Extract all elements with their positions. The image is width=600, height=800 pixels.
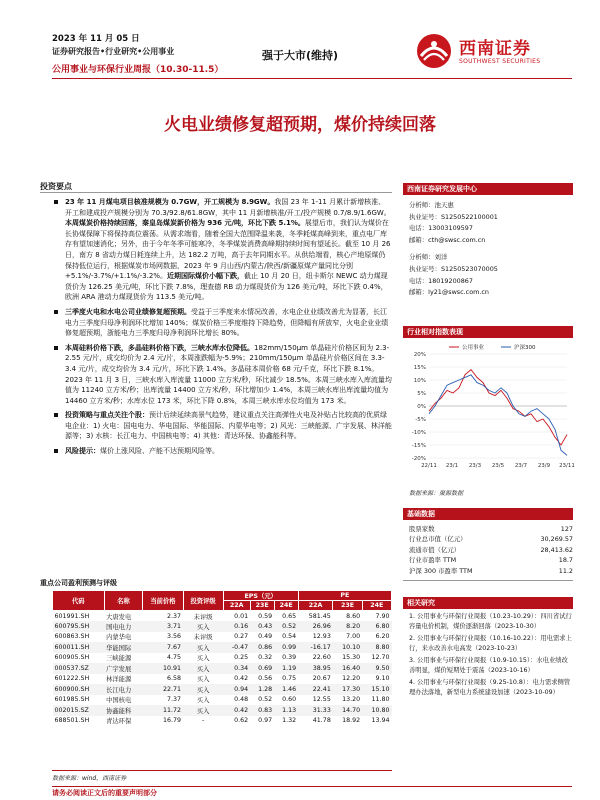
bullet-lead-2: 本周煤炭价格持续回落，秦皇岛煤炭新价格为 936 元/吨，环比下跌 5.1%。 [65,219,305,228]
bullet-lead: 风险提示： [65,447,100,456]
table-cell: 0.60 [282,696,297,704]
related-text: 公用事业与环保行业周报（10.23-10.29）：四川省试行容量电价机制，煤价逐渐回落（2023-10-30） [409,613,572,630]
report-date: 2023 年 11 月 05 日 [52,34,140,44]
table-cell: 华能国际 [104,642,143,653]
table-cell: 0.25 [234,654,249,662]
table-cell: 600863.SH [54,633,90,641]
table-cell: 0.52 [274,621,298,632]
analyst-license: 执业证号：S1250523070005 [409,264,498,273]
y-tick-label: 0% [417,404,426,410]
table-cell: 买入 [183,663,223,674]
table-cell: 国电电力 [104,621,143,632]
table-cell: 10.10 [333,642,362,653]
table-cell: 0.32 [258,654,273,662]
analysts-list [409,200,573,299]
table-cell: 内蒙华电 [106,634,132,642]
analyst-phone: 电话：13003109597 [409,224,473,233]
related-research-heading: 相关研究 [403,597,573,609]
related-item[interactable] [409,656,573,676]
summary-divider [40,192,392,193]
table-cell: 0.16 [223,621,250,632]
table-cell: 0.83 [250,705,274,716]
table-cell: 广宇发展 [104,663,143,674]
table-cell: 买入 [196,676,210,684]
table-cell: 三峡能源 [106,655,132,663]
table-cell: 38.95 [298,663,333,674]
table-cell: 1.28 [250,684,274,695]
table-cell: 600905.SH [54,654,90,662]
table-cell: 12.55 [312,696,331,704]
summary-bullet [40,343,392,407]
summary-bullet [40,197,392,303]
related-item[interactable] [409,634,573,654]
basic-value: 28,413.62 [540,545,573,554]
table-cell: 0.99 [274,642,298,653]
table-cell: 16.40 [333,663,362,674]
table-cell: 17.30 [333,684,362,695]
industry-rating: 强于大市(维持) [262,49,339,62]
table-cell: 0.43 [250,621,274,632]
col-eps: EPS（元） [223,591,298,601]
table-cell: 买入 [183,642,223,653]
table-cell: 000537.SZ [53,663,105,674]
related-text: 公用事业与环保行业周报（9.25-10.8）：电力需求侧管理办法落地，新型电力系统建设加速（2023-10-09） [409,679,571,696]
table-cell: 协鑫能科 [104,705,143,716]
analyst-email[interactable]: 邮箱：ly21@swsc.com.cn [409,288,489,297]
table-cell: 22.71 [143,684,183,695]
table-cell: 3.56 [166,633,182,641]
table-cell: 1.46 [274,684,298,695]
report-title: 火电业绩修复超预期，煤价持续回落 [164,115,436,135]
summary-heading: 投资要点 [40,182,72,191]
table-cell: - [201,717,205,725]
table-cell: 600795.SH [53,621,105,632]
table-cell: 0.42 [223,705,250,716]
analyst-phone: 电话：18019200867 [409,276,473,285]
series-line-csi300 [429,375,567,456]
table-cell: -0.47 [223,642,250,653]
basic-label: 行业市盈率 TTM [409,556,457,565]
table-cell: 12.93 [312,633,331,641]
col-year: 22A [223,601,250,611]
basic-data-divider [403,580,573,581]
col-name: 名称 [104,591,143,611]
table-row [53,653,392,664]
report-series: 证券研究报告•行业研究•公用事业 [52,47,175,56]
related-text: 公用事业与环保行业周报（10.9-10.15）：水电业绩改善明显，煤价短期处于震荡（2023-10-16） [409,657,568,674]
table-row [53,716,392,727]
y-tick-label: 15% [413,365,426,371]
table-cell: 买入 [183,684,223,695]
table-cell: 2.37 [166,612,182,620]
table-cell: 6.58 [166,675,182,683]
basic-label: 沪深 300 市盈率 TTM [409,566,473,575]
table-cell: 688501.SH [54,717,90,725]
company-logo [415,30,565,72]
series-line-utilities [429,370,567,445]
table-bottom-rule [52,770,392,771]
table-cell: 0.39 [282,654,297,662]
table-cell: 买入 [183,705,223,716]
related-text: 公用事业与环保行业周报（10.16-10.22）：用电需求上行，来水改善水电高发（2023-10-23） [409,635,572,652]
table-cell: 9.50 [362,663,391,674]
table-cell: 未评级 [193,613,213,621]
basic-value: 11.2 [558,566,573,575]
table-row [53,621,392,632]
table-cell: 7.37 [166,696,182,704]
basic-data-heading: 基础数据 [403,508,573,520]
table-cell: 0.56 [258,675,273,683]
table-cell: 12.20 [342,675,361,683]
table-cell: 14.70 [333,705,362,716]
table-row [53,632,392,643]
y-tick-label: 10% [413,378,426,384]
table-cell: 0.27 [234,633,249,641]
table-cell: 长江电力 [104,684,143,695]
table-cell: 林洋能源 [106,676,132,684]
table-cell: 16.79 [162,717,182,725]
related-num: 2. [409,635,416,642]
table-cell: 0.48 [234,696,249,704]
table-cell: 青达环保 [106,718,132,726]
basic-label: 流通市值（亿元） [409,545,461,554]
related-num: 1. [409,613,416,620]
table-cell: 7.67 [143,642,183,653]
table-cell: 0.59 [258,612,273,620]
col-year: 22A [298,601,333,611]
col-code: 代码 [53,591,105,611]
table-cell: 8.20 [333,621,362,632]
basic-label: 行业总市值（亿元） [409,535,467,544]
table-cell: 1.13 [274,705,298,716]
col-price: 当前价格 [143,591,183,611]
stock-table-title: 重点公司盈利预测与评级 [40,579,117,587]
table-cell: 8.80 [362,642,391,653]
table-cell: 3.71 [143,621,183,632]
analyst-name: 分析师：刘洋 [409,253,448,262]
logo-text-en: SOUTHWEST SECURITIES [459,58,541,65]
table-cell: 0.65 [282,612,297,620]
bullet-text: 预计后续延续高景气趋势，建议重点关注高弹性火电及补贴占比较高的优质绿电企业：1) 火电：国电电力、华电国际、华能国际、内蒙华电等；2) 风光：三峡能源、广宇发展、林洋能源等；3) 水核：长江电力、中国核电等；4) 其他：青达环保、协鑫能科等。 [65,411,392,441]
table-cell: 20.67 [312,675,331,683]
basic-data-row [409,534,573,544]
related-num: 4. [409,679,416,686]
table-cell: 600011.SH [53,642,105,653]
bullet-text: 煤价上涨风险、产能不达预期风险等。 [100,447,219,456]
legend-label: 公用事业 [462,345,485,351]
table-cell: 15.10 [362,684,391,695]
bullet-lead: 三季度火电和水电公司业绩修复超预期。 [65,307,191,316]
table-row [53,611,392,622]
table-cell: -16.17 [298,642,333,653]
basic-value: 18.7 [558,556,573,565]
y-tick-label: -20% [411,456,426,462]
table-cell: 0.42 [234,675,249,683]
table-cell: 0.75 [282,675,297,683]
table-cell: 31.33 [298,705,333,716]
summary-bullet [40,307,392,339]
table-cell: 买入 [196,697,210,705]
related-num: 3. [409,657,416,664]
bullet-text: 我国 23 年 1-11 月累计新增核准、开工和建成投产规模分别为 70.3/92.8/61.8GW，其中 11 月新增核准/开工/投产规模 0.7/8.9/1.6GW。 [65,198,391,217]
bullet-lead-3: 近期国际煤价小幅下跌， [167,272,244,281]
table-cell: 581.45 [308,612,331,620]
header-divider [52,78,572,79]
table-source: 数据来源：wind，西南证券 [52,775,127,782]
y-tick-label: -10% [411,430,426,436]
table-cell: 1.32 [282,717,297,725]
col-year: 23E [333,601,362,611]
related-research-list [409,612,573,700]
table-cell: 8.60 [346,612,361,620]
related-item[interactable] [409,612,573,632]
table-cell: 0.94 [223,684,250,695]
table-row [53,674,392,685]
table-cell: 12.70 [371,654,390,662]
basic-data-row [409,545,573,555]
chart-heading: 行业相对指数表现 [403,326,573,338]
bullet-lead: 本周硅料价格下跌，多晶硅料价格下跌，三峡水库水位降低。 [65,343,254,352]
table-cell: 22.60 [312,654,331,662]
table-row [53,663,392,674]
basic-data-row [409,524,573,534]
table-cell: 18.92 [342,717,361,725]
stock-forecast-table [52,590,392,726]
table-cell: 11.80 [371,696,390,704]
table-cell: 601991.SH [54,612,90,620]
x-tick-label: 23/5 [491,463,505,469]
related-item[interactable] [409,678,573,698]
table-cell: 0.01 [234,612,249,620]
table-cell: 13.20 [342,696,361,704]
table-cell: 1.19 [274,663,298,674]
table-cell: 26.96 [298,621,333,632]
logo-text-cn: 西南证券 [459,39,531,59]
table-cell: 大唐发电 [106,613,132,621]
y-tick-label: -5% [415,417,426,423]
table-cell: 13.94 [371,717,390,725]
table-cell: 0.69 [250,663,274,674]
table-cell: 0.54 [282,633,297,641]
table-cell: 中国核电 [106,697,132,705]
table-cell: 7.90 [375,612,390,620]
logo-mark-icon [415,32,453,70]
bullet-lead: 23 年 11 月煤电项目核准规模为 0.7GW，开工规模为 8.9GW。 [65,198,275,206]
analyst-license: 执业证号：S1250522100001 [409,212,498,221]
x-tick-label: 23/3 [468,463,482,469]
col-year: 24E [362,601,391,611]
footer-divider [52,786,572,787]
table-cell: 0.62 [234,717,249,725]
table-cell: 未评级 [193,634,213,642]
basic-value: 30,269.57 [540,535,573,544]
relative-index-chart [403,340,573,480]
table-row [53,695,392,706]
basic-label: 股票家数 [409,525,435,533]
footer-disclaimer: 请务必阅读正文后的重要声明部分 [52,789,157,797]
col-rating: 投资评级 [183,591,223,611]
y-tick-label: -15% [411,443,426,449]
basic-data-row [409,555,573,565]
analyst-name: 分析师：池天惠 [409,201,454,209]
table-row [53,684,392,695]
col-year: 24E [274,601,298,611]
legend-label: 沪深300 [514,345,536,351]
table-cell: 6.20 [375,633,390,641]
summary-bullet [40,410,392,442]
table-cell: 9.10 [375,675,390,683]
col-pe: PE [298,591,391,601]
table-cell: 15.30 [342,654,361,662]
y-tick-label: 5% [417,391,426,397]
table-cell: 601222.SH [54,675,90,683]
bullet-text-2: 展望后市，我们认为煤价在长协煤保障下将保持高位震荡。从需求端看，随着全国大范围降温来袭，冬季耗煤高峰到来，重点电厂库存有望加速消化；另外，由于今年冬季可能寒冷，冬季煤炭消费高峰期持续时间有望延长。截至 10 月 26 日，南方 8 省动力煤日耗连续上升，达 182.2 万吨，高于去年同期水平。从供给端看，核心产地原煤仍保持低位运行，根据煤炭市场网数据，2023 年 9 月山西/内蒙古/陕西/新疆原煤产量同比分别+5.1%/-3.7%/+1.1%/-3.2%。 [65,219,391,281]
col-year: 23E [250,601,274,611]
basic-data-row [409,566,573,576]
bullet-text: 受益于三季度来水情况改善，水电企业业绩改善尤为显著，长江电力三季度归母净利润环比增加 140%；煤炭价格三季度维持下降趋势，但降幅有所放窄，火电企业业绩修复超预期，浙能电力三季度归母净利润环比增长 80%。 [65,307,389,338]
table-cell: 买入 [183,621,223,632]
chart-source: 数据来源：聚源数据 [409,490,464,497]
x-tick-label: 23/9 [537,463,551,469]
y-tick-label: 20% [413,352,426,358]
table-cell: 0.97 [258,717,273,725]
basic-data-list [409,524,573,576]
x-tick-label: 22/11 [421,463,437,469]
analysts-heading: 西南证券研究发展中心 [403,183,573,195]
x-tick-label: 23/7 [514,463,528,469]
table-row [53,705,392,716]
basic-value: 127 [560,525,573,533]
table-cell: 002015.SZ [53,705,105,716]
table-cell: 11.72 [143,705,183,716]
x-tick-label: 23/11 [559,463,575,469]
table-cell: 7.00 [346,633,361,641]
table-cell: 10.91 [143,663,183,674]
x-tick-label: 23/1 [445,463,459,469]
table-cell: 4.75 [166,654,182,662]
table-cell: 601985.SH [54,696,90,704]
table-cell: 买入 [196,655,210,663]
bullet-text-3: 截止 10 月 20 日，纽卡斯尔 NEWC 动力煤现货价为 126.25 美元/吨，环比下跌 7.8%，理查德 RB 动力煤现货价为 126 美元/吨，环比下跌 0.4%，欧洲 ARA 港动力煤现货价为 113.5 美元/吨。 [65,272,388,302]
table-cell: 0.34 [223,663,250,674]
analyst-email[interactable]: 邮箱：cth@swsc.com.cn [409,235,486,244]
table-row [53,642,392,653]
table-cell: 0.49 [258,633,273,641]
bullet-text: 182mm/150μm 单晶硅片价格区间为 2.3-2.55 元/片，成交均价为 2.4 元/片，本周涨跌幅为-5.9%；210mm/150μm 单晶硅片价格区间在 3.3-3.4 元/片，成交均价为 3.4 元/片，环比下跌 1.4%。多晶硅本周价格 68 元/千克，环比下跌 8.1%。2023 年 11 月 3 日，三峡水库入库流量 11000 立方米/秒，环比减少 18.5%。本周三峡水库入库流量均值为 11240 立方米/秒；出库流量 14400 立方米/秒，环比增加少 1.4%，本周三峡水库出库流量均值为 14460 立方米/秒；水库水位 173 米，环比下降 0.8%，本周三峡水库水位均值为 173 米。 [65,343,392,405]
report-weekly-title: 公用事业与环保行业周报（10.30-11.5） [52,65,224,75]
table-cell: 41.78 [312,717,331,725]
table-cell: 0.86 [250,642,274,653]
bullet-lead: 投资策略与重点关注个股： [65,411,149,420]
table-cell: 10.80 [362,705,391,716]
table-cell: 0.52 [258,696,273,704]
table-cell: 600900.SH [53,684,105,695]
table-cell: 22.41 [298,684,333,695]
summary-bullets [40,197,392,461]
summary-bullet [40,446,392,457]
table-cell: 6.80 [362,621,391,632]
